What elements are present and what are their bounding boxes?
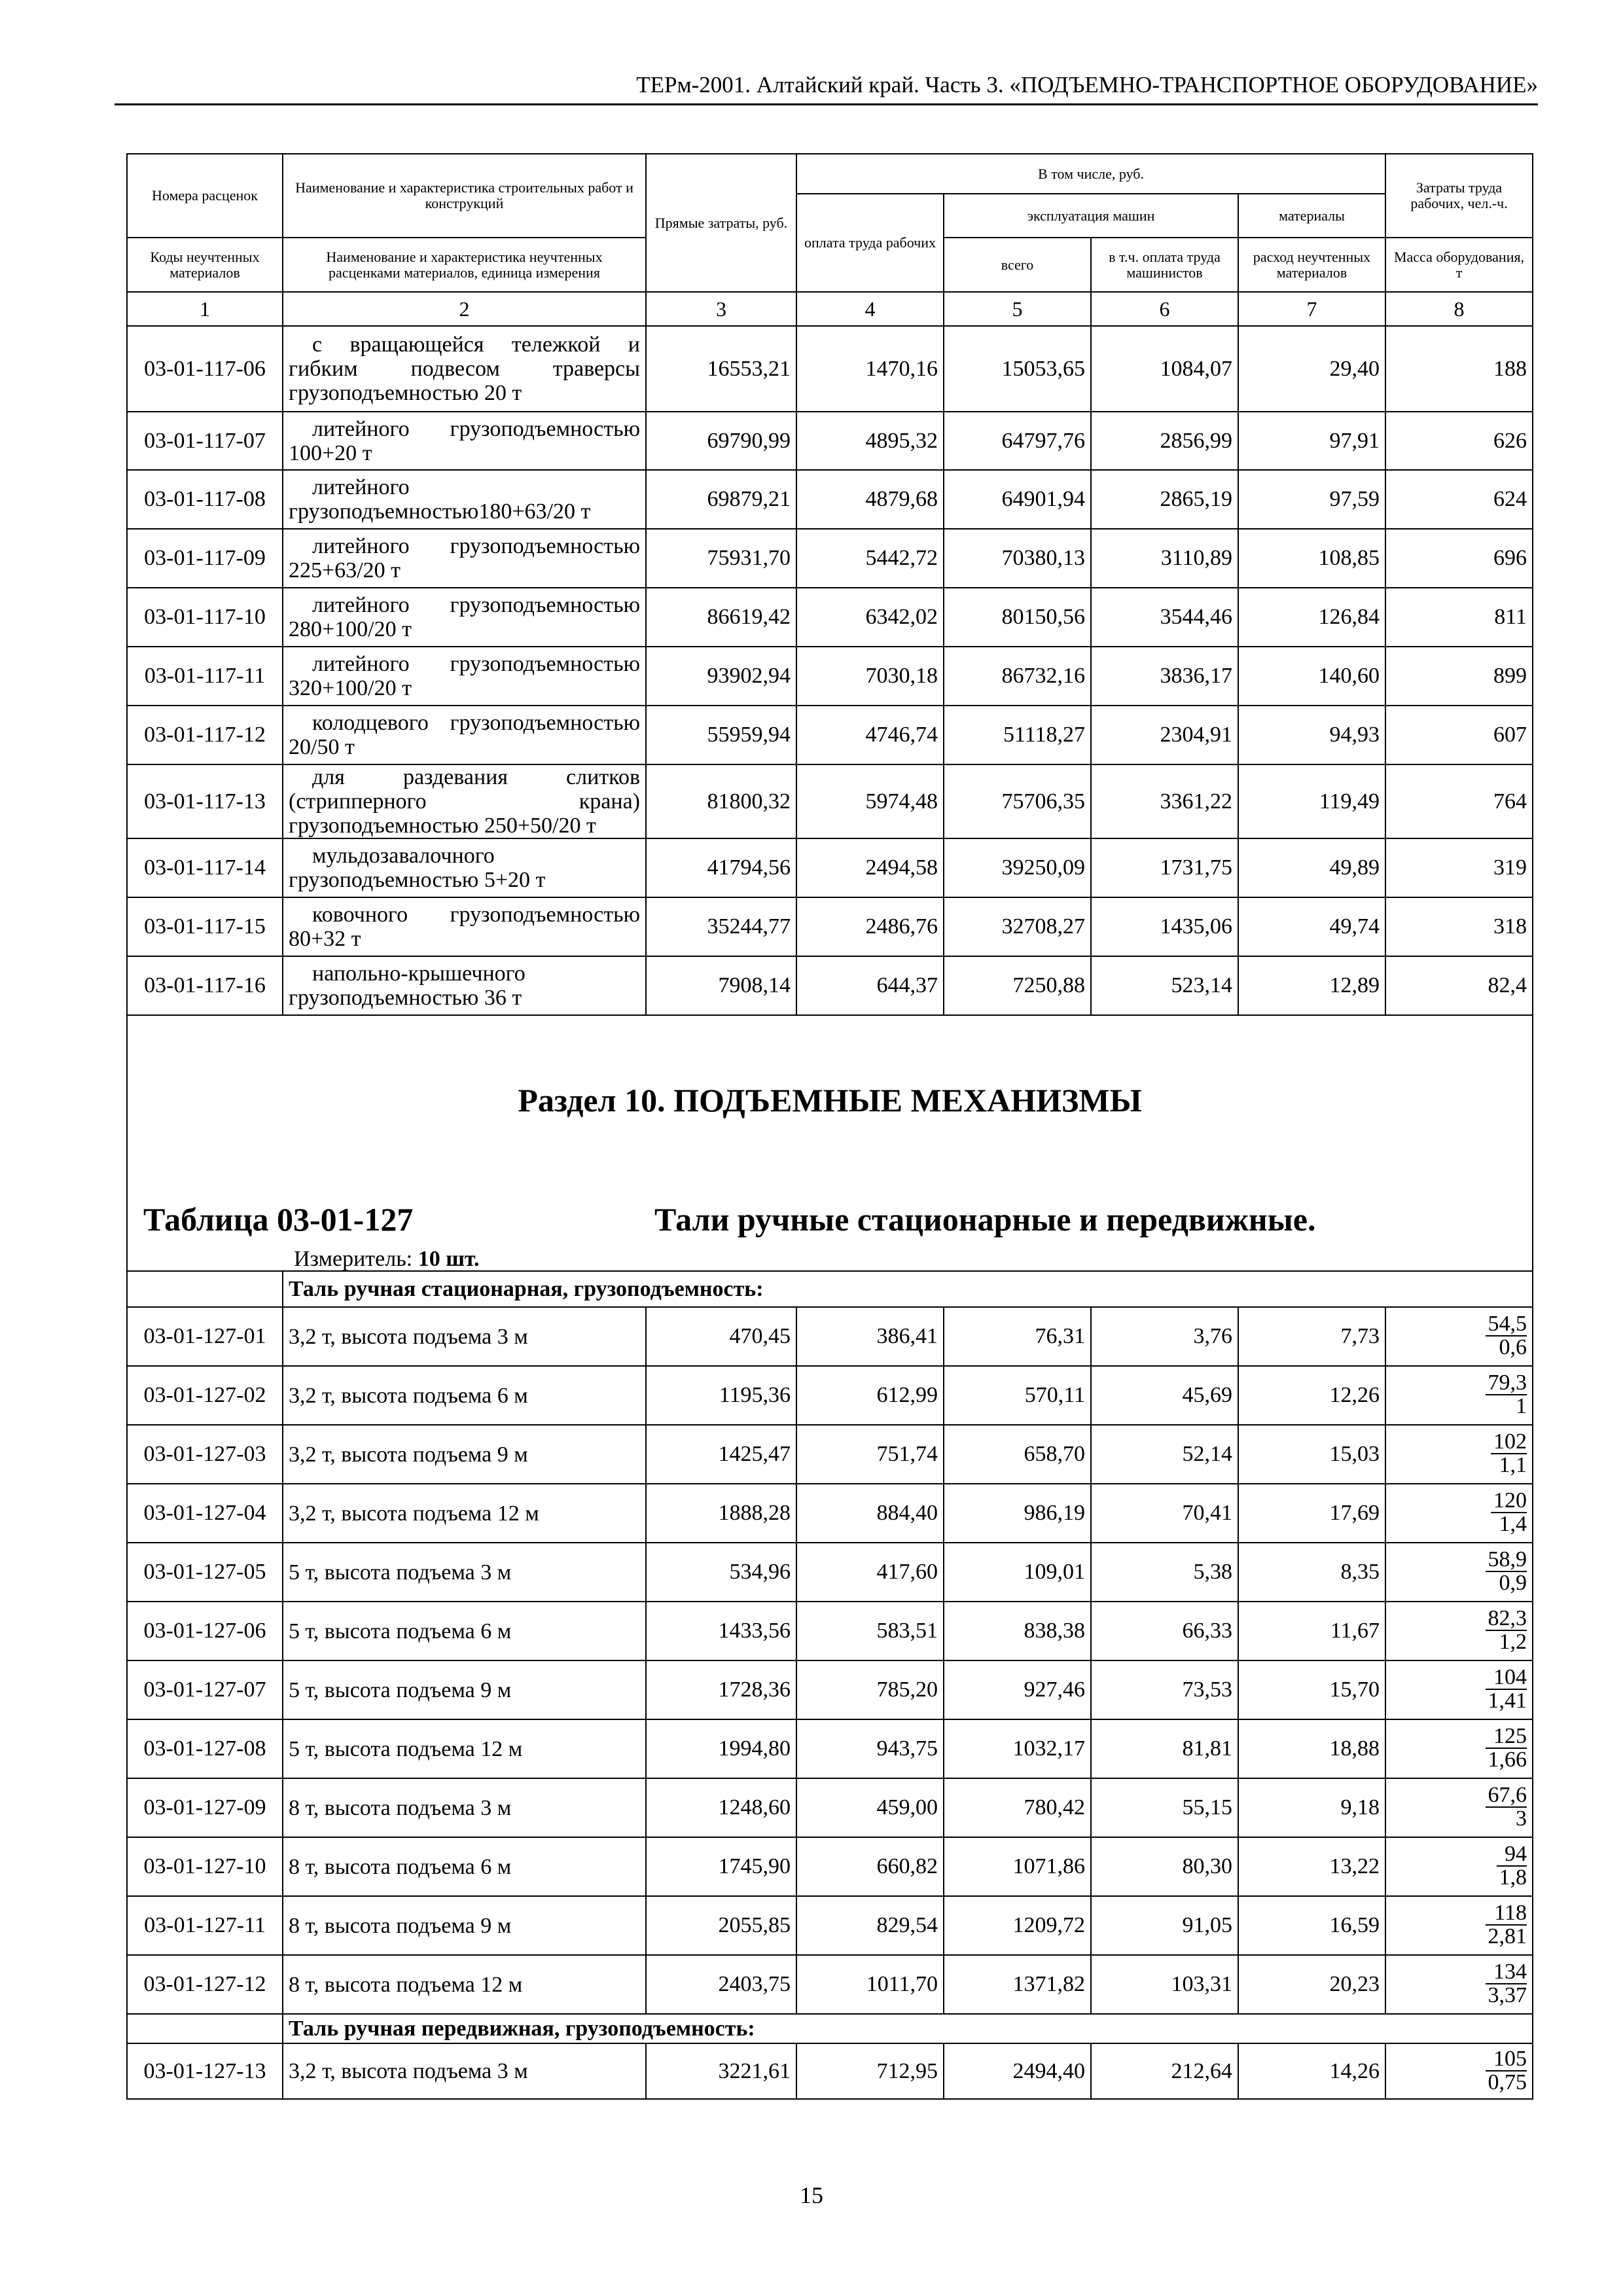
machines-total: 51118,27 xyxy=(944,706,1091,764)
labor-cost: 5442,72 xyxy=(796,529,944,588)
direct-cost: 1728,36 xyxy=(646,1660,796,1719)
labor-mass-fraction xyxy=(1385,1543,1533,1602)
machinists-labor: 66,33 xyxy=(1091,1602,1238,1660)
machinists-labor: 2865,19 xyxy=(1091,470,1238,529)
machines-total: 70380,13 xyxy=(944,529,1091,588)
rate-code: 03-01-127-03 xyxy=(127,1425,283,1484)
machinists-labor: 5,38 xyxy=(1091,1543,1238,1602)
table-row xyxy=(127,1719,1533,1778)
machines-total: 927,46 xyxy=(944,1660,1091,1719)
labor-hours: 764 xyxy=(1385,764,1533,838)
group-row xyxy=(127,1271,1533,1307)
machines-total: 80150,56 xyxy=(944,588,1091,647)
labor-cost: 4746,74 xyxy=(796,706,944,764)
fraction xyxy=(1497,1843,1527,1889)
header-row-1 xyxy=(127,154,1533,194)
labor-hours: 82,4 xyxy=(1385,956,1533,1015)
labor-cost: 6342,02 xyxy=(796,588,944,647)
machines-total: 15053,65 xyxy=(944,326,1091,412)
labor-cost: 386,41 xyxy=(796,1307,944,1366)
table-row xyxy=(127,1307,1533,1366)
header-incl: В том числе, руб. xyxy=(796,154,1385,194)
rate-code: 03-01-117-15 xyxy=(127,897,283,956)
labor-cost: 4895,32 xyxy=(796,412,944,470)
column-number: 6 xyxy=(1091,292,1238,326)
labor-cost: 2494,58 xyxy=(796,838,944,897)
materials-cost: 29,40 xyxy=(1238,326,1385,412)
direct-cost: 1248,60 xyxy=(646,1778,796,1837)
machines-total: 1371,82 xyxy=(944,1955,1091,2014)
machinists-labor: 3836,17 xyxy=(1091,647,1238,706)
group-heading: Таль ручная передвижная, грузоподъемность: xyxy=(283,2014,1533,2043)
labor-cost: 4879,68 xyxy=(796,470,944,529)
header-col1-top: Номера расценок xyxy=(127,154,283,238)
labor-mass-fraction xyxy=(1385,1778,1533,1837)
column-number: 7 xyxy=(1238,292,1385,326)
rate-code: 03-01-127-10 xyxy=(127,1837,283,1896)
fraction xyxy=(1486,1902,1527,1948)
machines-total: 838,38 xyxy=(944,1602,1091,1660)
section-row xyxy=(127,1015,1533,1271)
machinists-labor: 91,05 xyxy=(1091,1896,1238,1955)
column-number: 2 xyxy=(283,292,646,326)
labor-mass-fraction xyxy=(1385,2043,1533,2099)
labor-cost: 943,75 xyxy=(796,1719,944,1778)
direct-cost: 2403,75 xyxy=(646,1955,796,2014)
labor-hours: 104 xyxy=(1486,1666,1527,1690)
direct-cost: 1433,56 xyxy=(646,1602,796,1660)
labor-cost: 417,60 xyxy=(796,1543,944,1602)
column-number: 5 xyxy=(944,292,1091,326)
labor-cost: 5974,48 xyxy=(796,764,944,838)
rate-code: 03-01-127-07 xyxy=(127,1660,283,1719)
machines-total: 64797,76 xyxy=(944,412,1091,470)
fraction xyxy=(1486,2048,1527,2094)
labor-cost: 751,74 xyxy=(796,1425,944,1484)
table-row xyxy=(127,1896,1533,1955)
header-col3: Прямые затраты, руб. xyxy=(646,154,796,292)
machines-total: 986,19 xyxy=(944,1484,1091,1543)
direct-cost: 16553,21 xyxy=(646,326,796,412)
machinists-labor: 81,81 xyxy=(1091,1719,1238,1778)
direct-cost: 75931,70 xyxy=(646,529,796,588)
table-row xyxy=(127,529,1533,588)
rate-code: 03-01-117-08 xyxy=(127,470,283,529)
materials-cost: 8,35 xyxy=(1238,1543,1385,1602)
rate-code: 03-01-127-09 xyxy=(127,1778,283,1837)
labor-cost: 1470,16 xyxy=(796,326,944,412)
table-row xyxy=(127,1778,1533,1837)
machines-total: 64901,94 xyxy=(944,470,1091,529)
labor-hours: 134 xyxy=(1486,1961,1527,1984)
machinists-labor: 73,53 xyxy=(1091,1660,1238,1719)
direct-cost: 55959,94 xyxy=(646,706,796,764)
rate-code: 03-01-127-06 xyxy=(127,1602,283,1660)
machines-total: 780,42 xyxy=(944,1778,1091,1837)
materials-cost: 17,69 xyxy=(1238,1484,1385,1543)
equipment-mass: 3,37 xyxy=(1488,1983,1527,2007)
labor-cost: 785,20 xyxy=(796,1660,944,1719)
labor-mass-fraction xyxy=(1385,1955,1533,2014)
table-row xyxy=(127,897,1533,956)
fraction xyxy=(1486,1784,1527,1830)
fraction xyxy=(1486,1725,1527,1771)
labor-cost: 7030,18 xyxy=(796,647,944,706)
table-row xyxy=(127,1602,1533,1660)
equipment-mass: 1,41 xyxy=(1488,1689,1527,1713)
rate-description: колодцевого грузоподъемностью 20/50 т xyxy=(283,706,646,764)
rate-description: 8 т, высота подъема 9 м xyxy=(283,1896,646,1955)
direct-cost: 2055,85 xyxy=(646,1896,796,1955)
rate-code: 03-01-127-05 xyxy=(127,1543,283,1602)
labor-mass-fraction xyxy=(1385,1425,1533,1484)
rate-code: 03-01-127-13 xyxy=(127,2043,283,2099)
labor-cost: 1011,70 xyxy=(796,1955,944,2014)
rate-description: 3,2 т, высота подъема 3 м xyxy=(283,1307,646,1366)
table-row xyxy=(127,838,1533,897)
machinists-labor: 3,76 xyxy=(1091,1307,1238,1366)
labor-hours: 79,3 xyxy=(1486,1372,1527,1395)
table-row xyxy=(127,764,1533,838)
equipment-mass: 2,81 xyxy=(1488,1924,1527,1948)
rate-code: 03-01-117-14 xyxy=(127,838,283,897)
materials-cost: 13,22 xyxy=(1238,1837,1385,1896)
labor-mass-fraction xyxy=(1385,1307,1533,1366)
machinists-labor: 70,41 xyxy=(1091,1484,1238,1543)
table-row xyxy=(127,470,1533,529)
labor-hours: 696 xyxy=(1385,529,1533,588)
labor-hours: 94 xyxy=(1497,1843,1527,1867)
rate-description: 8 т, высота подъема 12 м xyxy=(283,1955,646,2014)
fraction xyxy=(1486,1607,1527,1653)
materials-cost: 11,67 xyxy=(1238,1602,1385,1660)
materials-cost: 49,74 xyxy=(1238,897,1385,956)
labor-hours: 811 xyxy=(1385,588,1533,647)
header-col1-bottom: Коды неучтенных материалов xyxy=(127,238,283,292)
labor-hours: 188 xyxy=(1385,326,1533,412)
materials-cost: 7,73 xyxy=(1238,1307,1385,1366)
rate-description: литейного грузоподъемностью 100+20 т xyxy=(283,412,646,470)
labor-cost: 612,99 xyxy=(796,1366,944,1425)
group-heading: Таль ручная стационарная, грузоподъемность: xyxy=(283,1271,1533,1307)
table-row xyxy=(127,1425,1533,1484)
labor-cost: 2486,76 xyxy=(796,897,944,956)
labor-cost: 459,00 xyxy=(796,1778,944,1837)
materials-cost: 15,03 xyxy=(1238,1425,1385,1484)
running-header: ТЕРм-2001. Алтайский край. Часть 3. «ПОДЪЕМНО-ТРАНСПОРТНОЕ ОБОРУДОВАНИЕ» xyxy=(636,72,1538,98)
materials-cost: 140,60 xyxy=(1238,647,1385,706)
rate-description: 5 т, высота подъема 6 м xyxy=(283,1602,646,1660)
direct-cost: 35244,77 xyxy=(646,897,796,956)
labor-hours: 67,6 xyxy=(1486,1784,1527,1808)
rate-description: 8 т, высота подъема 6 м xyxy=(283,1837,646,1896)
materials-cost: 15,70 xyxy=(1238,1660,1385,1719)
machinists-labor: 523,14 xyxy=(1091,956,1238,1015)
unit-value: 10 шт. xyxy=(418,1247,480,1271)
materials-cost: 97,91 xyxy=(1238,412,1385,470)
table-row xyxy=(127,1484,1533,1543)
materials-cost: 20,23 xyxy=(1238,1955,1385,2014)
header-col2-top: Наименование и характеристика строительных работ и конструкций xyxy=(283,154,646,238)
fraction xyxy=(1491,1490,1527,1535)
machines-total: 75706,35 xyxy=(944,764,1091,838)
machines-total: 1209,72 xyxy=(944,1896,1091,1955)
machines-total: 76,31 xyxy=(944,1307,1091,1366)
labor-cost: 644,37 xyxy=(796,956,944,1015)
labor-cost: 829,54 xyxy=(796,1896,944,1955)
column-number: 4 xyxy=(796,292,944,326)
materials-cost: 9,18 xyxy=(1238,1778,1385,1837)
fraction xyxy=(1486,1549,1527,1594)
table-row xyxy=(127,412,1533,470)
labor-hours: 607 xyxy=(1385,706,1533,764)
materials-cost: 94,93 xyxy=(1238,706,1385,764)
labor-hours: 899 xyxy=(1385,647,1533,706)
group-row xyxy=(127,2014,1533,2043)
labor-hours: 82,3 xyxy=(1486,1607,1527,1631)
fraction xyxy=(1486,1313,1527,1359)
rate-code: 03-01-127-01 xyxy=(127,1307,283,1366)
labor-hours: 54,5 xyxy=(1486,1313,1527,1336)
direct-cost: 470,45 xyxy=(646,1307,796,1366)
labor-mass-fraction xyxy=(1385,1484,1533,1543)
rate-code: 03-01-117-06 xyxy=(127,326,283,412)
rates-table xyxy=(126,153,1533,2100)
direct-cost: 86619,42 xyxy=(646,588,796,647)
direct-cost: 1888,28 xyxy=(646,1484,796,1543)
materials-cost: 108,85 xyxy=(1238,529,1385,588)
fraction xyxy=(1486,1666,1527,1712)
rate-code: 03-01-127-04 xyxy=(127,1484,283,1543)
machinists-labor: 1084,07 xyxy=(1091,326,1238,412)
header-col2-bottom: Наименование и характеристика неучтенных расценками материалов, единица измерения xyxy=(283,238,646,292)
labor-hours: 125 xyxy=(1486,1725,1527,1749)
fraction xyxy=(1486,1961,1527,2007)
fraction xyxy=(1491,1431,1527,1477)
table-number: Таблица 03-01-127 xyxy=(143,1201,414,1238)
labor-hours: 624 xyxy=(1385,470,1533,529)
group-spacer xyxy=(127,1271,283,1307)
table-row xyxy=(127,1366,1533,1425)
machines-total: 86732,16 xyxy=(944,647,1091,706)
rate-code: 03-01-127-02 xyxy=(127,1366,283,1425)
direct-cost: 93902,94 xyxy=(646,647,796,706)
rate-code: 03-01-117-10 xyxy=(127,588,283,647)
direct-cost: 534,96 xyxy=(646,1543,796,1602)
rate-description: 5 т, высота подъема 3 м xyxy=(283,1543,646,1602)
direct-cost: 3221,61 xyxy=(646,2043,796,2099)
machinists-labor: 3361,22 xyxy=(1091,764,1238,838)
direct-cost: 41794,56 xyxy=(646,838,796,897)
header-materials: материалы xyxy=(1238,194,1385,238)
machines-total: 2494,40 xyxy=(944,2043,1091,2099)
header-col8-top: Затраты труда рабочих, чел.-ч. xyxy=(1385,154,1533,238)
machinists-labor: 80,30 xyxy=(1091,1837,1238,1896)
labor-hours: 120 xyxy=(1491,1490,1527,1513)
machines-total: 1071,86 xyxy=(944,1837,1091,1896)
rate-description: 3,2 т, высота подъема 9 м xyxy=(283,1425,646,1484)
rate-description: 3,2 т, высота подъема 12 м xyxy=(283,1484,646,1543)
materials-cost: 126,84 xyxy=(1238,588,1385,647)
header-col5: всего xyxy=(944,238,1091,292)
rate-code: 03-01-117-16 xyxy=(127,956,283,1015)
direct-cost: 69790,99 xyxy=(646,412,796,470)
equipment-mass: 0,9 xyxy=(1499,1571,1527,1595)
rate-description: литейного грузоподъемностью180+63/20 т xyxy=(283,470,646,529)
column-number: 8 xyxy=(1385,292,1533,326)
table-row xyxy=(127,588,1533,647)
equipment-mass: 3 xyxy=(1516,1806,1527,1831)
labor-cost: 884,40 xyxy=(796,1484,944,1543)
labor-mass-fraction xyxy=(1385,1602,1533,1660)
labor-mass-fraction xyxy=(1385,1837,1533,1896)
rate-description: литейного грузоподъемностью 320+100/20 т xyxy=(283,647,646,706)
materials-cost: 16,59 xyxy=(1238,1896,1385,1955)
machinists-labor: 52,14 xyxy=(1091,1425,1238,1484)
rate-description: мульдозавалочного грузоподъемностью 5+20 т xyxy=(283,838,646,897)
rate-description: для раздевания слитков (стрипперного крана) грузоподъемностью 250+50/20 т xyxy=(283,764,646,838)
rate-description: с вращающейся тележкой и гибким подвесом траверсы грузоподъемностью 20 т xyxy=(283,326,646,412)
column-number-row xyxy=(127,292,1533,326)
equipment-mass: 0,75 xyxy=(1488,2070,1527,2094)
rate-description: 5 т, высота подъема 9 м xyxy=(283,1660,646,1719)
machinists-labor: 3544,46 xyxy=(1091,588,1238,647)
table-row xyxy=(127,1543,1533,1602)
machines-total: 109,01 xyxy=(944,1543,1091,1602)
machinists-labor: 2304,91 xyxy=(1091,706,1238,764)
machinists-labor: 1731,75 xyxy=(1091,838,1238,897)
fraction xyxy=(1486,1372,1527,1418)
unit-of-measure xyxy=(294,1247,480,1271)
group-spacer xyxy=(127,2014,283,2043)
labor-cost: 583,51 xyxy=(796,1602,944,1660)
direct-cost: 81800,32 xyxy=(646,764,796,838)
machines-total: 7250,88 xyxy=(944,956,1091,1015)
table-row xyxy=(127,706,1533,764)
materials-cost: 97,59 xyxy=(1238,470,1385,529)
equipment-mass: 1,2 xyxy=(1499,1630,1527,1654)
machines-total: 570,11 xyxy=(944,1366,1091,1425)
column-number: 1 xyxy=(127,292,283,326)
labor-hours: 318 xyxy=(1385,897,1533,956)
rate-code: 03-01-127-11 xyxy=(127,1896,283,1955)
rate-description: 3,2 т, высота подъема 3 м xyxy=(283,2043,646,2099)
labor-hours: 118 xyxy=(1486,1902,1527,1926)
rate-description: 3,2 т, высота подъема 6 м xyxy=(283,1366,646,1425)
machinists-labor: 2856,99 xyxy=(1091,412,1238,470)
section-block xyxy=(127,1015,1533,1271)
header-col6: в т.ч. оплата труда машинистов xyxy=(1091,238,1238,292)
labor-mass-fraction xyxy=(1385,1366,1533,1425)
direct-cost: 1195,36 xyxy=(646,1366,796,1425)
labor-hours: 105 xyxy=(1486,2048,1527,2072)
materials-cost: 14,26 xyxy=(1238,2043,1385,2099)
rate-description: 8 т, высота подъема 3 м xyxy=(283,1778,646,1837)
machines-total: 39250,09 xyxy=(944,838,1091,897)
direct-cost: 1745,90 xyxy=(646,1837,796,1896)
labor-mass-fraction xyxy=(1385,1896,1533,1955)
labor-cost: 660,82 xyxy=(796,1837,944,1896)
unit-label: Измеритель: xyxy=(294,1247,413,1271)
column-number: 3 xyxy=(646,292,796,326)
materials-cost: 12,26 xyxy=(1238,1366,1385,1425)
equipment-mass: 1,8 xyxy=(1499,1865,1527,1890)
machines-total: 32708,27 xyxy=(944,897,1091,956)
labor-hours: 626 xyxy=(1385,412,1533,470)
rate-code: 03-01-127-12 xyxy=(127,1955,283,2014)
machines-total: 1032,17 xyxy=(944,1719,1091,1778)
rate-code: 03-01-117-09 xyxy=(127,529,283,588)
table-row xyxy=(127,1660,1533,1719)
labor-mass-fraction xyxy=(1385,1719,1533,1778)
rate-description: 5 т, высота подъема 12 м xyxy=(283,1719,646,1778)
machinists-labor: 1435,06 xyxy=(1091,897,1238,956)
rate-code: 03-01-127-08 xyxy=(127,1719,283,1778)
materials-cost: 12,89 xyxy=(1238,956,1385,1015)
direct-cost: 1994,80 xyxy=(646,1719,796,1778)
machinists-labor: 3110,89 xyxy=(1091,529,1238,588)
table-row xyxy=(127,647,1533,706)
header-rule xyxy=(115,103,1538,105)
machinists-labor: 212,64 xyxy=(1091,2043,1238,2099)
rate-description: напольно-крышечного грузоподъемностью 36 т xyxy=(283,956,646,1015)
header-col7: расход неучтенных материалов xyxy=(1238,238,1385,292)
labor-hours: 102 xyxy=(1491,1431,1527,1454)
table-row xyxy=(127,1955,1533,2014)
direct-cost: 1425,47 xyxy=(646,1425,796,1484)
rate-code: 03-01-117-13 xyxy=(127,764,283,838)
machinists-labor: 55,15 xyxy=(1091,1778,1238,1837)
machines-total: 658,70 xyxy=(944,1425,1091,1484)
machinists-labor: 103,31 xyxy=(1091,1955,1238,2014)
rate-description: ковочного грузоподъемностью 80+32 т xyxy=(283,897,646,956)
table-row xyxy=(127,2043,1533,2099)
materials-cost: 18,88 xyxy=(1238,1719,1385,1778)
materials-cost: 49,89 xyxy=(1238,838,1385,897)
equipment-mass: 1,66 xyxy=(1488,1748,1527,1772)
equipment-mass: 0,6 xyxy=(1499,1335,1527,1359)
table-row xyxy=(127,326,1533,412)
direct-cost: 69879,21 xyxy=(646,470,796,529)
rate-code: 03-01-117-07 xyxy=(127,412,283,470)
labor-mass-fraction xyxy=(1385,1660,1533,1719)
machinists-labor: 45,69 xyxy=(1091,1366,1238,1425)
equipment-mass: 1,4 xyxy=(1499,1512,1527,1536)
materials-cost: 119,49 xyxy=(1238,764,1385,838)
labor-cost: 712,95 xyxy=(796,2043,944,2099)
section-title: Раздел 10. ПОДЪЕМНЫЕ МЕХАНИЗМЫ xyxy=(518,1082,1142,1119)
header-machines: эксплуатация машин xyxy=(944,194,1238,238)
equipment-mass: 1 xyxy=(1516,1394,1527,1418)
rate-code: 03-01-117-12 xyxy=(127,706,283,764)
direct-cost: 7908,14 xyxy=(646,956,796,1015)
rate-description: литейного грузоподъемностью 280+100/20 т xyxy=(283,588,646,647)
header-col4: оплата труда рабочих xyxy=(796,194,944,292)
table-row xyxy=(127,1837,1533,1896)
table-title: Тали ручные стационарные и передвижные. xyxy=(654,1201,1316,1238)
labor-hours: 319 xyxy=(1385,838,1533,897)
table-row xyxy=(127,956,1533,1015)
header-col8-bottom: Масса оборудования, т xyxy=(1385,238,1533,292)
rate-code: 03-01-117-11 xyxy=(127,647,283,706)
page-number: 15 xyxy=(800,2182,823,2208)
equipment-mass: 1,1 xyxy=(1499,1453,1527,1477)
rate-description: литейного грузоподъемностью 225+63/20 т xyxy=(283,529,646,588)
labor-hours: 58,9 xyxy=(1486,1549,1527,1572)
